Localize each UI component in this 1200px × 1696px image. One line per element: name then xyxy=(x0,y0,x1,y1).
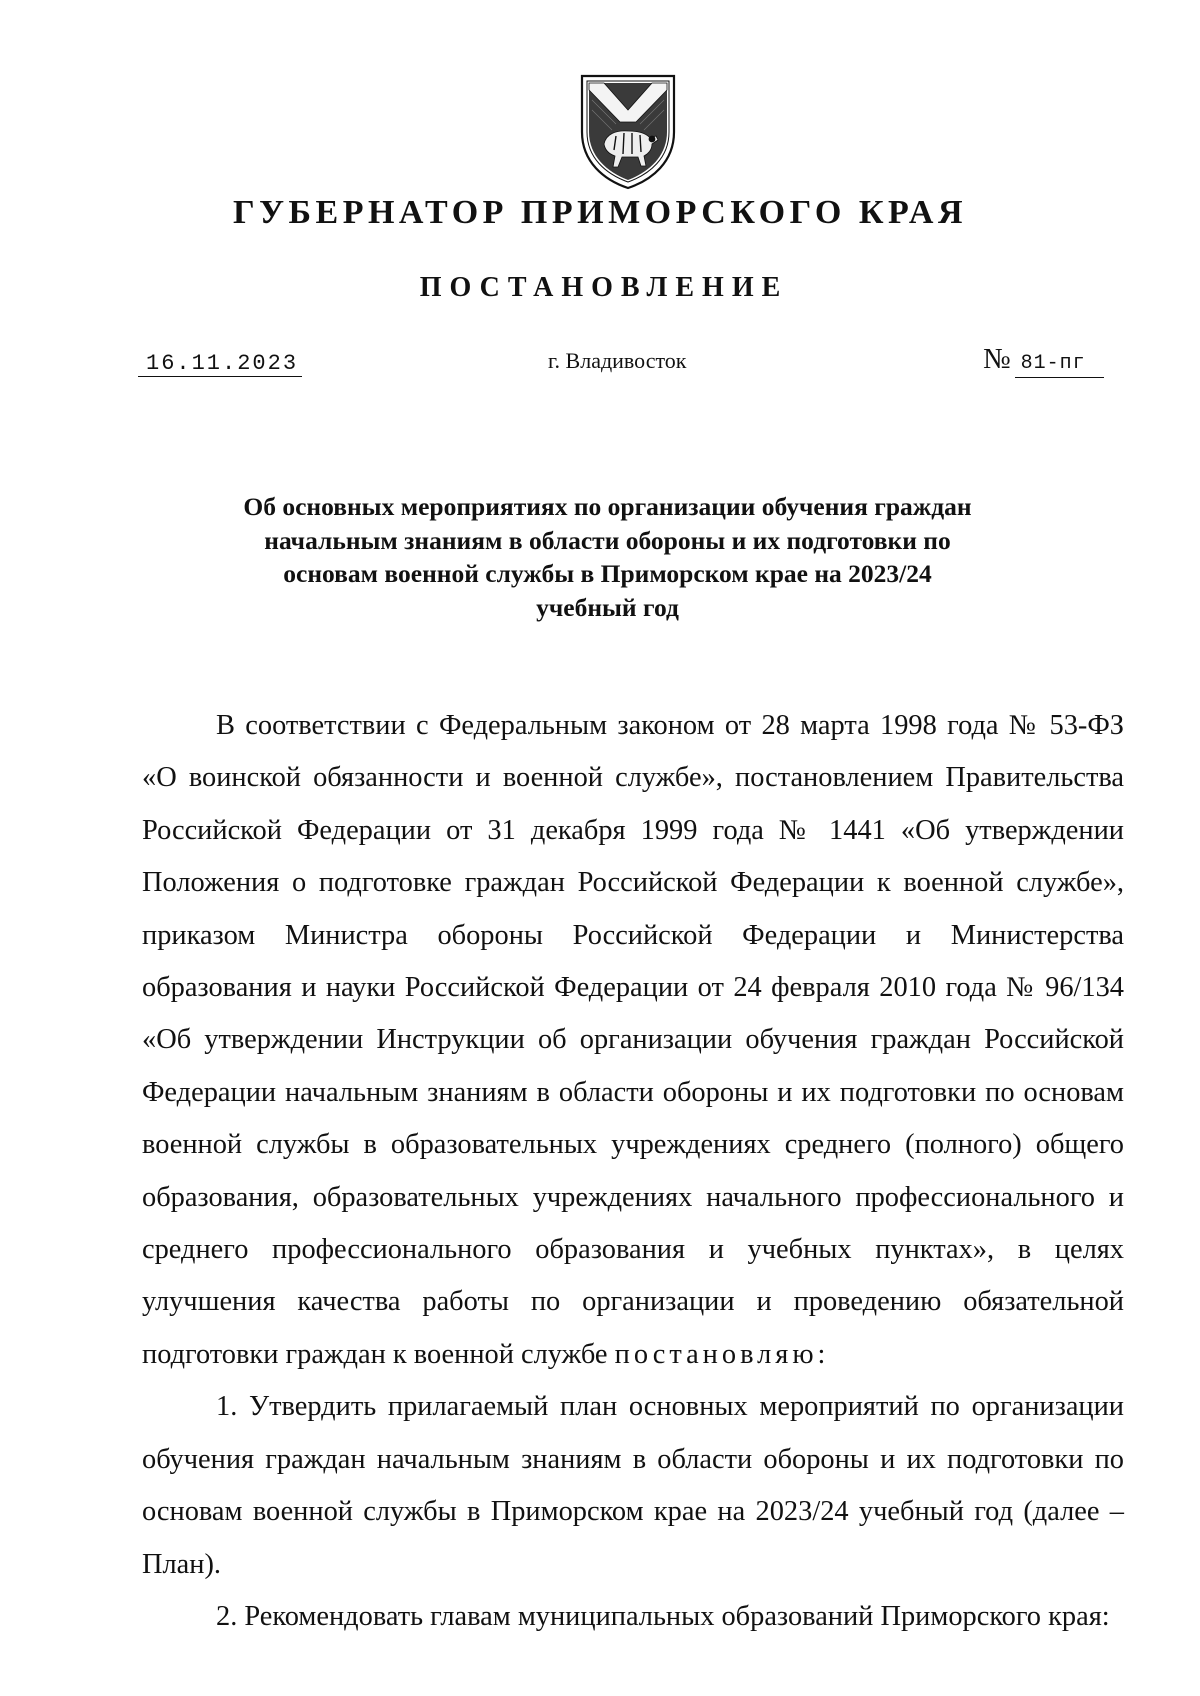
document-type-heading: ПОСТАНОВЛЕНИЕ xyxy=(419,272,789,303)
preamble-end: : xyxy=(817,1338,826,1370)
item-1-paragraph: 1. Утвердить прилагаемый план основных мероприятий по организации обучения граждан начальным знаниям в области обороны и их подготовки по основам военной службы в Приморском крае на 2023/24 учебный год (далее – План). xyxy=(142,1391,1124,1580)
document-meta-row xyxy=(0,343,1200,382)
document-city: г. Владивосток xyxy=(548,348,687,373)
authority-heading: ГУБЕРНАТОР ПРИМОРСКОГО КРАЯ xyxy=(232,194,968,231)
preamble-paragraph xyxy=(142,700,1124,1381)
document-date: 16.11.2023 xyxy=(138,352,302,377)
coat-of-arms-icon xyxy=(576,70,680,192)
item-2-paragraph: 2. Рекомендовать главам муниципальных образований Приморского края: xyxy=(216,1600,1110,1632)
document-number xyxy=(983,342,1104,378)
preamble-text: В соответствии с Федеральным законом от 28 марта 1998 года № 53-ФЗ «О воинской обязанности и военной службе», постановлением Правительства Российской Федерации от 31 декабря 1999 года № 1441 «Об утверждении Положения о подготовке граждан Российской Федерации к военной службе», приказом Министра обороны Российской Федерации и Министерства образования и науки Российской Федерации от 24 февраля 2010 года № 96/134 «Об утверждении Инструкции об организации обучения граждан Российской Федерации начальным знаниям в области обороны и их подготовки по основам военной службы в образовательных учреждениях среднего (полного) общего образования, образовательных учреждениях начального профессионального и среднего профессионального образования и учебных пунктах», в целях улучшения качества работы по организации и проведению обязательной подготовки граждан к военной службе xyxy=(142,710,1124,1370)
number-sign: № xyxy=(983,343,1011,375)
document-body xyxy=(142,700,1124,1643)
document-title: Об основных мероприятиях по организации обучения граждан начальным знаниям в области обороны и их подготовки по основам военной службы в Приморском крае на 2023/24 учебный год xyxy=(243,492,972,622)
preamble-keyword: постановляю xyxy=(614,1338,818,1370)
number-value: 81-пг xyxy=(1015,351,1104,378)
